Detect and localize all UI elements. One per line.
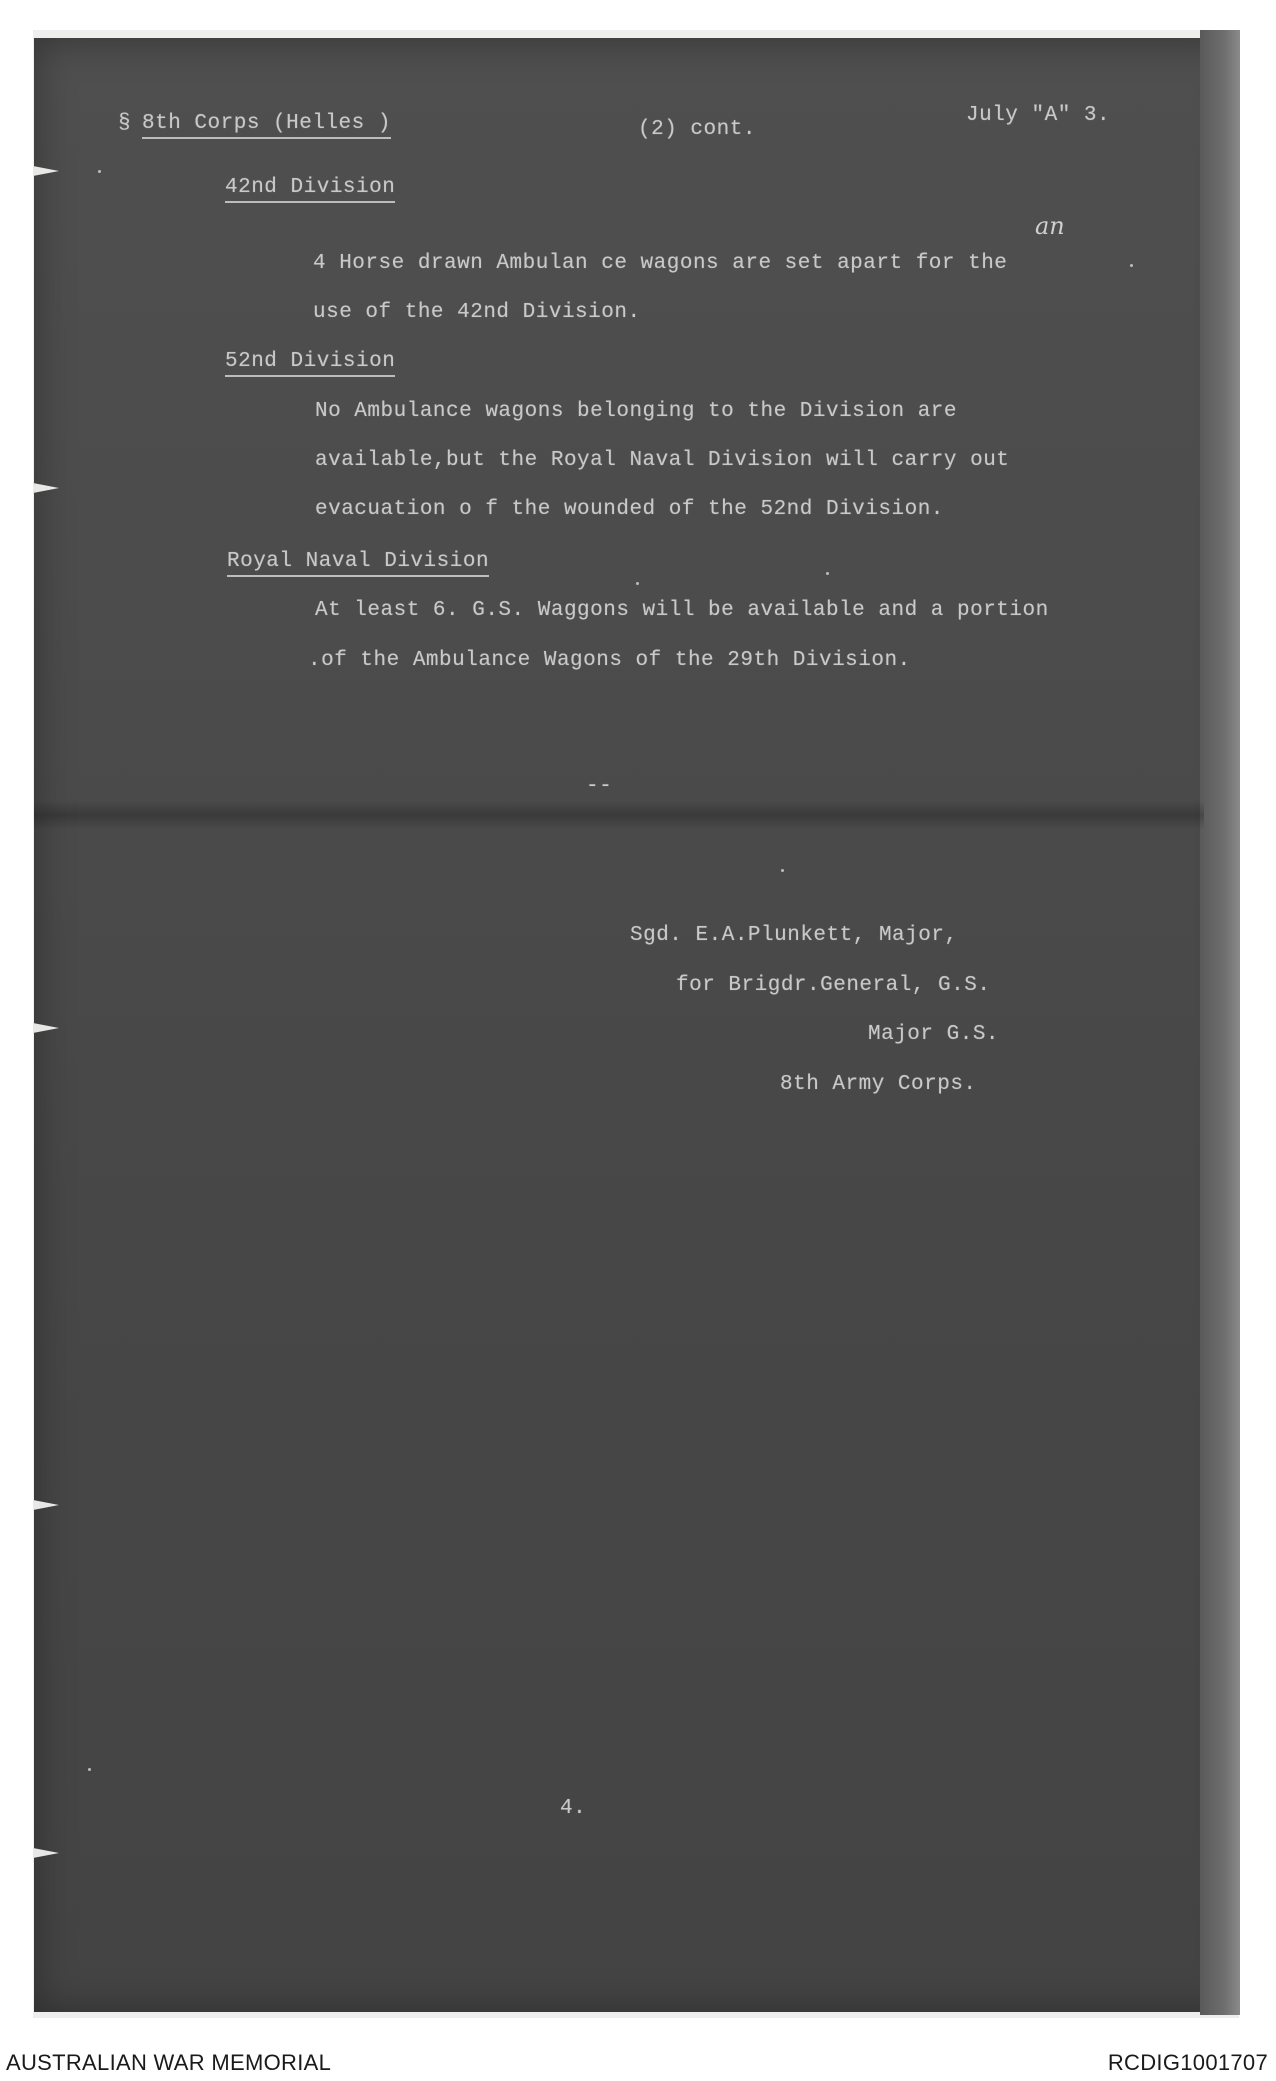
header-corps: 8th Corps (Helles ) [142,112,391,139]
paper-speck [826,572,829,575]
section-heading-52nd: 52nd Division [225,350,395,377]
separator: -- [586,775,613,798]
body-line: 4 Horse drawn Ambulan ce wagons are set apart for the [313,252,1008,275]
body-line: evacuation o f the wounded of the 52nd Division. [315,498,944,521]
section-mark: § [118,112,132,135]
body-line: available,but the Royal Naval Division will carry out [315,449,1010,472]
document-sheet [34,38,1238,2012]
body-line: .of the Ambulance Wagons of the 29th Division. [308,649,911,672]
body-line: No Ambulance wagons belonging to the Division are [315,400,958,423]
fold-line [34,800,1204,830]
section-heading-royal-naval: Royal Naval Division [227,550,489,577]
signature-line: Major G.S. [868,1023,1000,1046]
signature-line: Sgd. E.A.Plunkett, Major, [630,924,958,947]
sheet-edge [1200,30,1240,2015]
body-line: use of the 42nd Division. [313,301,641,324]
paper-speck [88,1768,91,1771]
paper-speck [98,170,101,173]
paper-speck [1130,264,1133,267]
body-line: At least 6. G.S. Waggons will be available and a portion [315,599,1049,622]
paper-speck [781,869,784,872]
header-continuation: (2) cont. [638,118,756,141]
signature-line: 8th Army Corps. [780,1073,977,1096]
handwritten-correction: an [1035,212,1065,240]
section-heading-42nd: 42nd Division [225,176,395,203]
footer-record-id: RCDIG1001707 [1107,2050,1268,2075]
page-number: 4. [560,1797,587,1820]
footer-institution: AUSTRALIAN WAR MEMORIAL [6,2050,332,2075]
paper-speck [636,582,639,585]
header-date-ref: July "A" 3. [966,104,1111,127]
signature-line: for Brigdr.General, G.S. [676,974,991,997]
